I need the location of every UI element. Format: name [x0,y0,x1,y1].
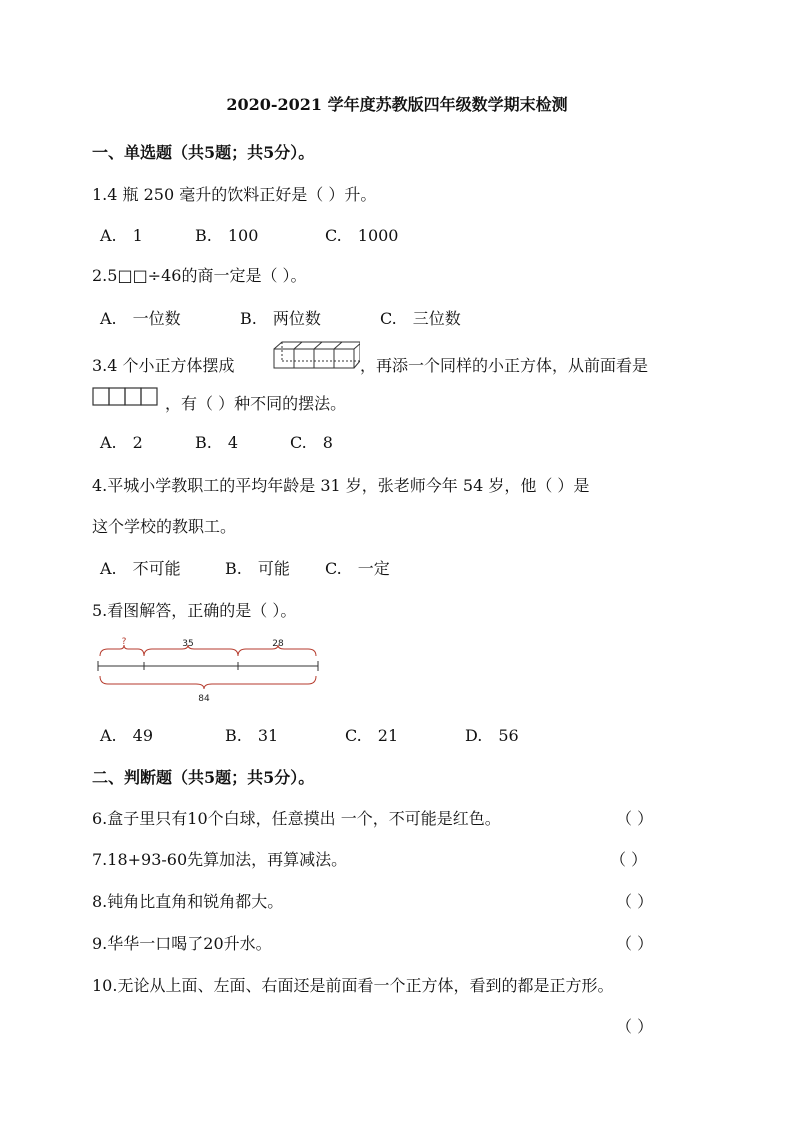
q3-option-b[interactable]: B. 4 [195,433,239,452]
section-heading-single-choice: 一、单选题（共5题；共5分）。 [92,143,315,162]
question-3-text-middle: ，再添一个同样的小正方体，从前面看是 [360,356,649,375]
q5-option-b[interactable]: B. 31 [225,726,279,745]
question-2-text: 2.5□□÷46的商一定是（ ）。 [92,266,307,285]
question-6-text: 6.盒子里只有10个白球，任意摸出 一个，不可能是红色。 [92,809,501,828]
question-7-text: 7.18+93-60先算加法，再算减法。 [92,850,348,869]
question-4-text-line1: 4.平城小学教职工的平均年龄是 31 岁，张老师今年 54 岁，他（ ）是 [92,476,590,495]
q4-option-b[interactable]: B. 可能 [225,559,290,578]
question-5-text: 5.看图解答，正确的是（ ）。 [92,601,297,620]
question-9-text: 9.华华一口喝了20升水。 [92,934,272,953]
question-8-answer-blank[interactable]: （ ） [616,892,654,911]
q2-option-c[interactable]: C. 三位数 [380,309,461,328]
q2-option-a[interactable]: A. 一位数 [100,309,181,328]
q5-option-a[interactable]: A. 49 [100,726,154,745]
q1-option-a[interactable]: A. 1 [100,226,143,245]
question-10-text: 10.无论从上面、左面、右面还是前面看一个正方体，看到的都是正方形。 [92,976,614,995]
q1-option-c[interactable]: C. 1000 [325,226,399,245]
q2-option-b[interactable]: B. 两位数 [240,309,321,328]
q4-option-a[interactable]: A. 不可能 [100,559,181,578]
q1-option-b[interactable]: B. 100 [195,226,259,245]
front-view-figure [92,386,160,408]
q5-option-d[interactable]: D. 56 [465,726,519,745]
question-3-text-end: ，有（ ）种不同的摆法。 [165,394,347,413]
q5-option-c[interactable]: C. 21 [345,726,399,745]
segment-diagram [92,634,328,706]
diagram-segment2-label: 35 [182,639,194,649]
section-heading-true-false: 二、判断题（共5题；共5分）。 [92,768,315,787]
question-1-text: 1.4 瓶 250 毫升的饮料正好是（ ）升。 [92,185,377,204]
question-3-text-start: 3.4 个小正方体摆成 [92,356,235,375]
question-10-answer-blank[interactable]: （ ） [616,1017,654,1036]
question-7-answer-blank[interactable]: （ ） [610,850,648,869]
question-6-answer-blank[interactable]: （ ） [616,809,654,828]
four-cubes-row-figure [272,339,360,371]
q4-option-c[interactable]: C. 一定 [325,559,390,578]
diagram-segment3-label: 28 [272,639,284,649]
question-4-text-line2: 这个学校的教职工。 [92,517,237,536]
page-title: 2020-2021 学年度苏教版四年级数学期末检测 [226,95,568,114]
q3-option-a[interactable]: A. 2 [100,433,143,452]
diagram-unknown-label: ? [121,637,127,647]
question-8-text: 8.钝角比直角和锐角都大。 [92,892,284,911]
q3-option-c[interactable]: C. 8 [290,433,333,452]
diagram-total-label: 84 [198,694,210,704]
question-9-answer-blank[interactable]: （ ） [616,934,654,953]
